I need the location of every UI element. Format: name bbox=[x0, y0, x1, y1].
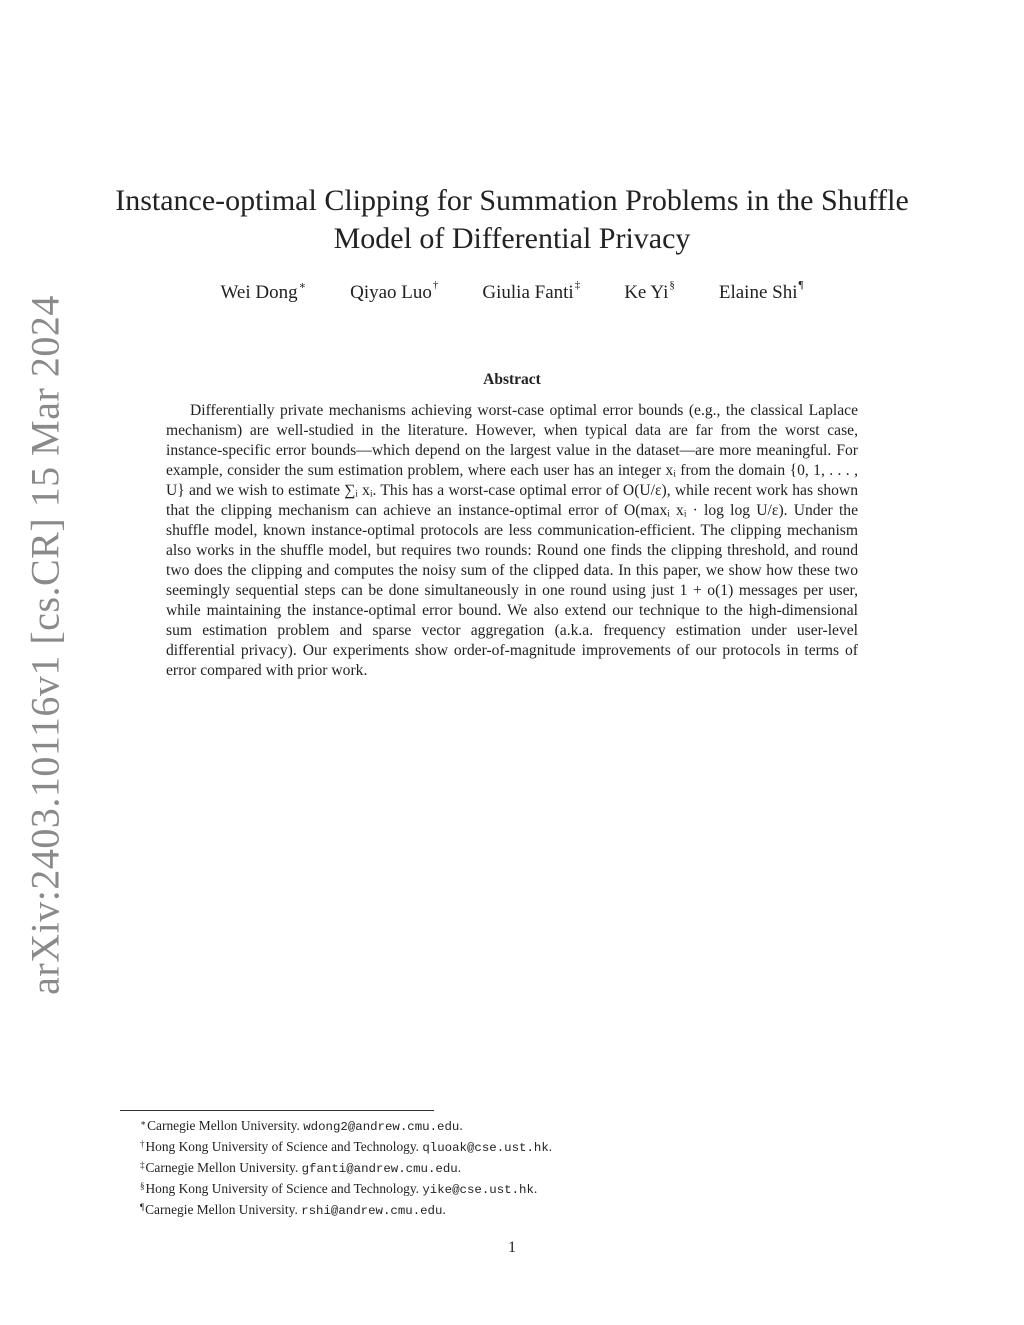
abstract-text: Differentially private mechanisms achieving worst-case optimal error bounds (e.g., the classical Laplace mechanism) are well-studied in the literature. However, when typical data are far from the worst case, instance-specific error bounds—which depend on the largest value in the dataset—are more meaningful. For example, consider the sum estimation problem, where each user has an integer xᵢ from the domain {0, 1, . . . , U} and we wish to estimate ∑ᵢ xᵢ. This has a worst-case optimal error of O(U/ε), while recent work has shown that the clipping mechanism can achieve an instance-optimal error of O(maxᵢ xᵢ · log log U/ε). Under the shuffle model, known instance-optimal protocols are less communication-efficient. The clipping mechanism also works in the shuffle model, but requires two rounds: Round one finds the clipping threshold, and round two does the clipping and computes the noisy sum of the clipped data. In this paper, we show how these two seemingly sequential steps can be done simultaneously in one round using just 1 + o(1) messages per user, while maintaining the instance-optimal error bound. We also extend our technique to the high-dimensional sum estimation problem and sparse vector aggregation (a.k.a. frequency estimation under user-level differential privacy). Our experiments show order-of-magnitude improvements of our protocols in terms of error compared with prior work. bbox=[166, 402, 858, 679]
paper-title: Instance-optimal Clipping for Summation Problems in the Shuffle Model of Differential Privacy bbox=[115, 184, 909, 255]
page-number: 1 bbox=[508, 1239, 516, 1256]
arxiv-side-stamp bbox=[14, 295, 76, 995]
email-link[interactable]: yike@cse.ust.hk bbox=[422, 1183, 534, 1197]
email-link[interactable]: rshi@andrew.cmu.edu bbox=[301, 1204, 443, 1218]
email-link[interactable]: gfanti@andrew.cmu.edu bbox=[301, 1162, 458, 1176]
author: Wei Dong∗ bbox=[220, 280, 307, 303]
footnote: ∗Carnegie Mellon University. wdong2@andrew.cmu.edu. bbox=[140, 1118, 463, 1134]
author: Qiyao Luo† bbox=[350, 279, 439, 303]
footnotes bbox=[140, 1116, 900, 1221]
footnote-divider bbox=[120, 1110, 434, 1111]
arxiv-identifier: arXiv:2403.10116v1 [cs.CR] 15 Mar 2024 bbox=[22, 295, 68, 995]
author: Ke Yi§ bbox=[624, 279, 675, 303]
author-list bbox=[120, 279, 904, 304]
author: Elaine Shi¶ bbox=[718, 279, 804, 303]
author: Giulia Fanti‡ bbox=[482, 279, 581, 303]
footnote: §Hong Kong University of Science and Technology. yike@cse.ust.hk. bbox=[140, 1181, 538, 1197]
footnote: †Hong Kong University of Science and Technology. qluoak@cse.ust.hk. bbox=[140, 1139, 553, 1155]
email-link[interactable]: qluoak@cse.ust.hk bbox=[422, 1141, 549, 1155]
footnote: ¶Carnegie Mellon University. rshi@andrew.cmu.edu. bbox=[140, 1202, 446, 1218]
footnote: ‡Carnegie Mellon University. gfanti@andrew.cmu.edu. bbox=[140, 1160, 462, 1176]
email-link[interactable]: wdong2@andrew.cmu.edu bbox=[303, 1120, 460, 1134]
abstract-heading: Abstract bbox=[483, 371, 541, 388]
